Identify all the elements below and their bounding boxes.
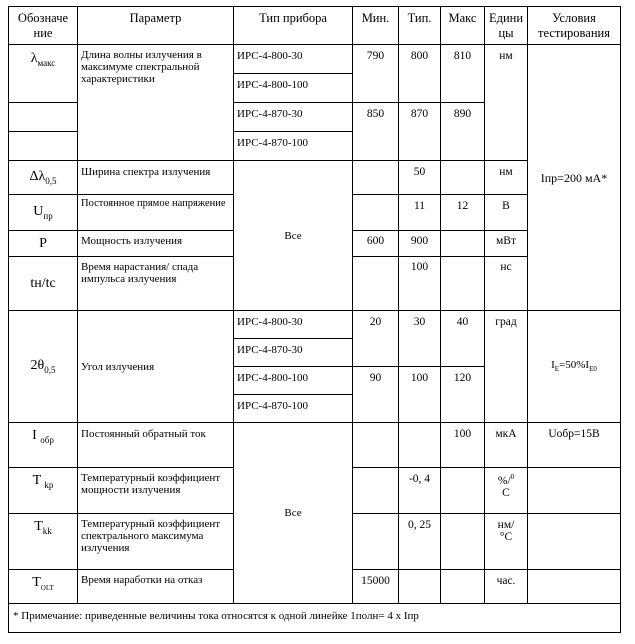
device-type-cell: ИРС-4-870-100: [234, 395, 353, 423]
min-value: 90: [353, 367, 399, 423]
param-rise-time: Время нарастания/ спада импульса излучения: [78, 257, 234, 311]
unit-value: нс: [485, 257, 528, 311]
param-reverse-current: Постоянный обратный ток: [78, 423, 234, 468]
typ-value: 900: [399, 231, 441, 257]
device-type-cell: ИРС-4-800-30: [234, 45, 353, 74]
max-value: [441, 570, 485, 604]
header-device-type: Тип прибора: [234, 7, 353, 45]
unit-value: нм/ °С: [485, 514, 528, 570]
symbol-spacer: [9, 103, 78, 132]
max-value: 12: [441, 195, 485, 231]
typ-value: 11: [399, 195, 441, 231]
symbol-lifetime: $T_{OLT}$: [9, 570, 78, 604]
symbol-wavelength: $\lambda_{макс}$: [9, 45, 78, 103]
symbol-temp-coeff-power: T $_{kp}$: [9, 468, 78, 514]
param-power: Мощность излучения: [78, 231, 234, 257]
symbol-power: P: [9, 231, 78, 257]
min-value: 15000: [353, 570, 399, 604]
typ-value: 50: [399, 161, 441, 195]
header-symbol: Обозначе ние: [9, 7, 78, 45]
conditions-reverse-current: Uобр=15В: [528, 423, 621, 468]
symbol-spectrum-width: $\Delta\lambda_{0,5}$: [9, 161, 78, 195]
unit-value: В: [485, 195, 528, 231]
min-value: 600: [353, 231, 399, 257]
header-max: Макс: [441, 7, 485, 45]
table-row: [9, 311, 621, 339]
min-value: [353, 161, 399, 195]
max-value: [441, 514, 485, 570]
param-spectrum-width: Ширина спектра излучения: [78, 161, 234, 195]
symbol-temp-coeff-spectral: $T_{kk}$: [9, 514, 78, 570]
typ-value: -0, 4: [399, 468, 441, 514]
unit-value: %/$^0$ С: [485, 468, 528, 514]
unit-value: час.: [485, 570, 528, 604]
footnote: * Примечание: приведенные величины тока относятся к одной линейке 1полн= 4 х Iпр: [9, 604, 621, 633]
typ-value: 100: [399, 257, 441, 311]
typ-value: 800: [399, 45, 441, 103]
spec-table: [8, 6, 621, 633]
device-type-cell: ИРС-4-800-100: [234, 74, 353, 103]
header-parameter: Параметр: [78, 7, 234, 45]
max-value: 100: [441, 423, 485, 468]
param-angle: Угол излучения: [78, 311, 234, 423]
typ-value: 30: [399, 311, 441, 367]
param-temp-coeff-spectral: Температурный коэффициент спектрального максимума излучения: [78, 514, 234, 570]
conditions-shared: Iпр=200 мА*: [528, 45, 621, 311]
max-value: [441, 257, 485, 311]
param-temp-coeff-power: Температурный коэффициент мощности излучения: [78, 468, 234, 514]
conditions-angle: $I_E=50\%I_{E0}$: [528, 311, 621, 423]
header-conditions: Условия тестирования: [528, 7, 621, 45]
table-row: [9, 423, 621, 468]
min-value: [353, 468, 399, 514]
symbol-forward-voltage: $U_{пр}$: [9, 195, 78, 231]
header-min: Мин.: [353, 7, 399, 45]
param-wavelength: Длина волны излучения в максимуме спектральной характеристики: [78, 45, 234, 161]
symbol-reverse-current: I $_{обр}$: [9, 423, 78, 468]
typ-value: 870: [399, 103, 441, 161]
max-value: 40: [441, 311, 485, 367]
max-value: [441, 468, 485, 514]
device-type-cell: ИРС-4-870-30: [234, 103, 353, 132]
conditions-empty: [528, 570, 621, 604]
header-row: [9, 7, 621, 45]
conditions-empty: [528, 514, 621, 570]
min-value: [353, 195, 399, 231]
device-type-cell: ИРС-4-870-30: [234, 339, 353, 367]
min-value: 20: [353, 311, 399, 367]
max-value: 810: [441, 45, 485, 103]
symbol-rise-time: tн/tс: [9, 257, 78, 311]
max-value: [441, 161, 485, 195]
symbol-spacer: [9, 132, 78, 161]
min-value: 790: [353, 45, 399, 103]
unit-value: град: [485, 311, 528, 423]
min-value: [353, 257, 399, 311]
device-type-all: Все: [234, 161, 353, 311]
device-type-cell: ИРС-4-870-100: [234, 132, 353, 161]
conditions-empty: [528, 468, 621, 514]
header-typ: Тип.: [399, 7, 441, 45]
unit-value: нм: [485, 161, 528, 195]
typ-value: 100: [399, 367, 441, 423]
param-lifetime: Время наработки на отказ: [78, 570, 234, 604]
table-row: [9, 45, 621, 74]
symbol-angle: $2\theta_{0,5}$: [9, 311, 78, 423]
max-value: [441, 231, 485, 257]
max-value: 890: [441, 103, 485, 161]
unit-value: нм: [485, 45, 528, 161]
device-type-all: Все: [234, 423, 353, 604]
note-row: [9, 604, 621, 633]
device-type-cell: ИРС-4-800-30: [234, 311, 353, 339]
typ-value: [399, 570, 441, 604]
param-forward-voltage: Постоянное прямое напряжение: [78, 195, 234, 231]
min-value: [353, 514, 399, 570]
typ-value: 0, 25: [399, 514, 441, 570]
min-value: 850: [353, 103, 399, 161]
spec-table-container: [8, 6, 621, 633]
device-type-cell: ИРС-4-800-100: [234, 367, 353, 395]
unit-value: мкА: [485, 423, 528, 468]
header-units: Едини цы: [485, 7, 528, 45]
unit-value: мВт: [485, 231, 528, 257]
max-value: 120: [441, 367, 485, 423]
min-value: [353, 423, 399, 468]
typ-value: [399, 423, 441, 468]
